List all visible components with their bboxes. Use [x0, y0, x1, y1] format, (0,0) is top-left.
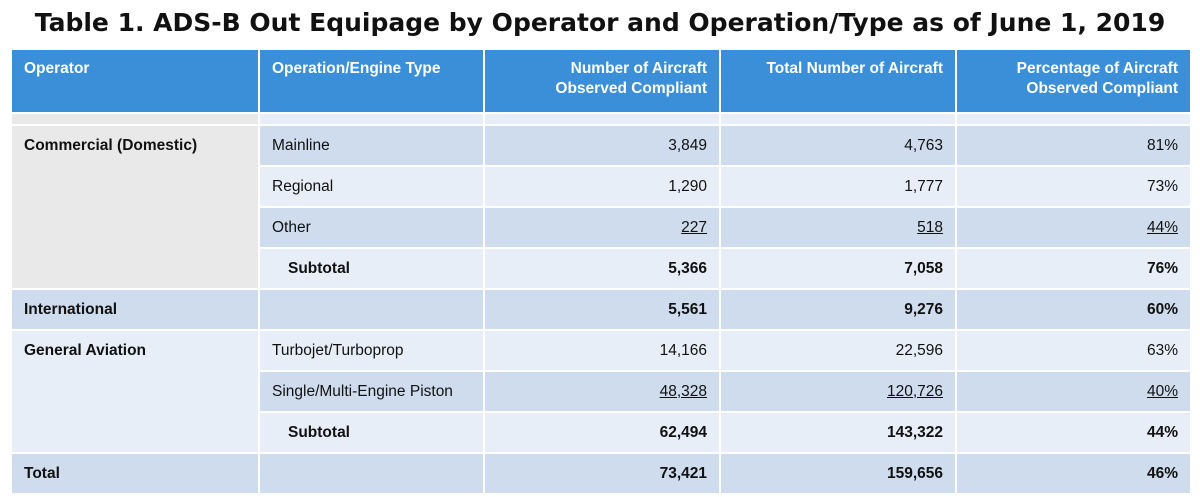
table-row [11, 125, 1191, 166]
subtotal-label: Subtotal [259, 412, 484, 453]
total-cell: 22,596 [720, 330, 956, 371]
pct-cell: 81% [956, 125, 1191, 166]
header-operator: Operator [11, 49, 259, 113]
total-cell [720, 371, 956, 412]
spacer-row [11, 113, 1191, 125]
table-row [11, 330, 1191, 371]
type-cell: Single/Multi-Engine Piston [259, 371, 484, 412]
compliant-cell: 1,290 [484, 166, 720, 207]
total-value: 518 [917, 218, 943, 236]
type-cell: Turbojet/Turboprop [259, 330, 484, 371]
pct-cell: 76% [956, 248, 1191, 289]
total-value: 120,726 [886, 382, 943, 400]
table-title: Table 1. ADS-B Out Equipage by Operator and Operation/Type as of June 1, 2019 [34, 8, 1166, 37]
pct-cell: 73% [956, 166, 1191, 207]
type-cell [259, 453, 484, 494]
type-cell: Mainline [259, 125, 484, 166]
subtotal-label: Subtotal [259, 248, 484, 289]
pct-cell: 63% [956, 330, 1191, 371]
pct-cell [956, 207, 1191, 248]
type-cell: Regional [259, 166, 484, 207]
compliant-cell: 73,421 [484, 453, 720, 494]
header-pct-line2: Observed Compliant [1026, 80, 1178, 97]
compliant-cell [484, 207, 720, 248]
total-cell: 159,656 [720, 453, 956, 494]
table-row [11, 289, 1191, 330]
compliant-cell: 3,849 [484, 125, 720, 166]
compliant-value: 48,328 [659, 382, 707, 400]
operator-international: International [11, 289, 259, 330]
header-total: Total Number of Aircraft [720, 49, 956, 113]
header-compliant-line2: Observed Compliant [555, 80, 707, 97]
equipage-table [10, 48, 1192, 495]
header-compliant-line1: Number of Aircraft [570, 60, 707, 77]
total-cell: 1,777 [720, 166, 956, 207]
header-pct-line1: Percentage of Aircraft [1016, 60, 1178, 77]
compliant-cell [484, 371, 720, 412]
compliant-cell: 62,494 [484, 412, 720, 453]
pct-value: 40% [1146, 382, 1178, 400]
header-operation: Operation/Engine Type [259, 49, 484, 113]
type-cell: Other [259, 207, 484, 248]
total-label: Total [11, 453, 259, 494]
pct-cell: 46% [956, 453, 1191, 494]
header-percentage [956, 49, 1191, 113]
pct-cell: 60% [956, 289, 1191, 330]
type-cell [259, 289, 484, 330]
operator-general-aviation: General Aviation [11, 330, 259, 453]
compliant-cell: 5,561 [484, 289, 720, 330]
compliant-cell: 5,366 [484, 248, 720, 289]
header-row [11, 49, 1191, 113]
compliant-value: 227 [681, 218, 707, 236]
compliant-cell: 14,166 [484, 330, 720, 371]
total-cell [720, 207, 956, 248]
total-cell: 143,322 [720, 412, 956, 453]
total-cell: 7,058 [720, 248, 956, 289]
pct-cell [956, 371, 1191, 412]
pct-cell: 44% [956, 412, 1191, 453]
total-row [11, 453, 1191, 494]
total-cell: 9,276 [720, 289, 956, 330]
header-compliant [484, 49, 720, 113]
total-cell: 4,763 [720, 125, 956, 166]
pct-value: 44% [1146, 218, 1178, 236]
operator-commercial: Commercial (Domestic) [11, 125, 259, 289]
